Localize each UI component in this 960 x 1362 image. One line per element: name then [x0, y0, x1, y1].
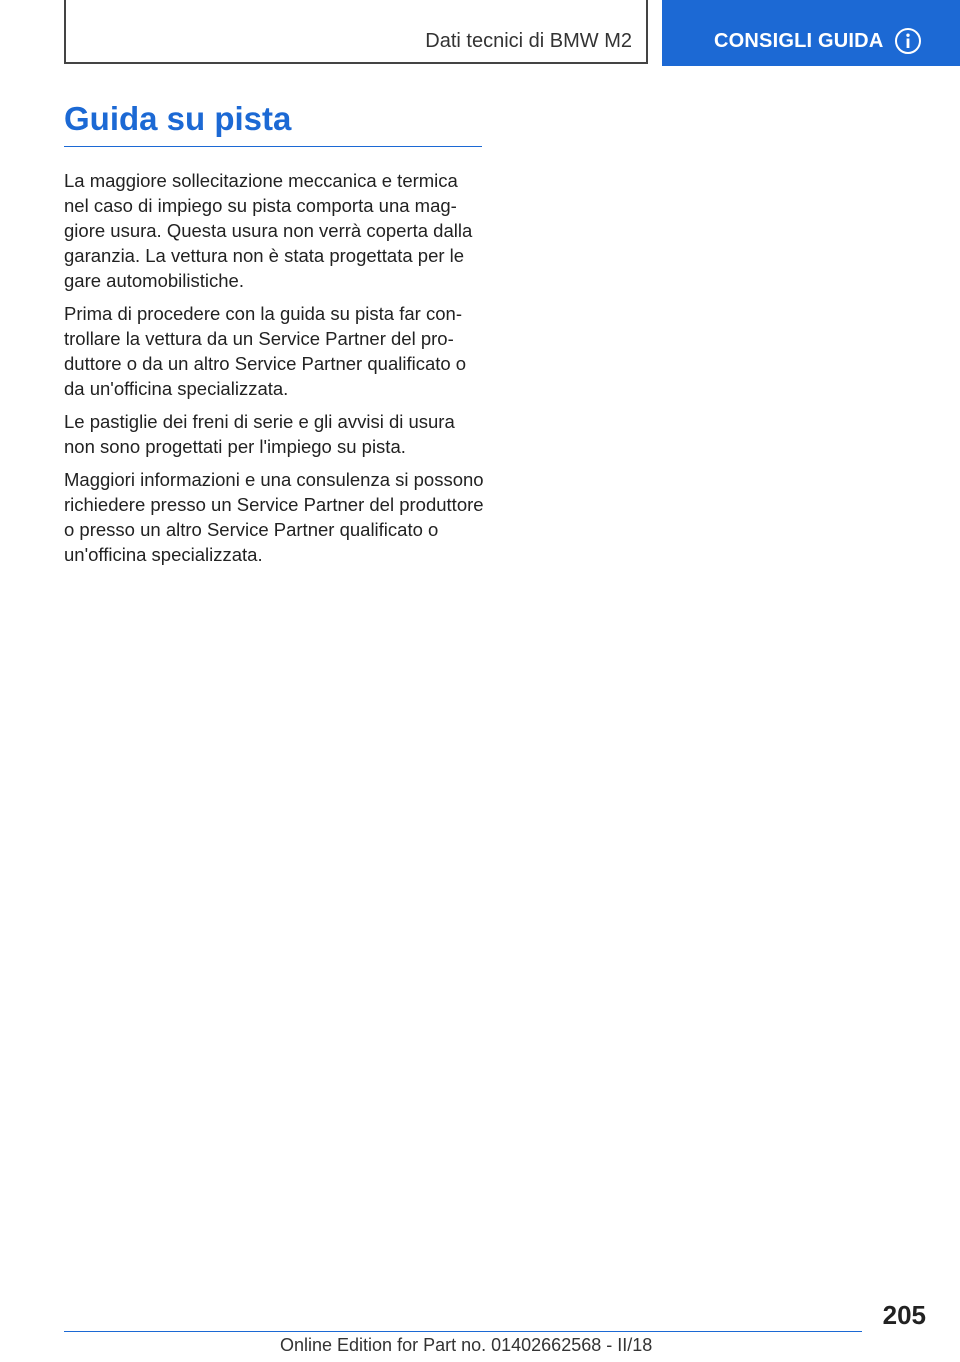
paragraph: Maggiori informazioni e una consulenza si possono richiedere presso un Service Partner del produttore o presso un altro Service Partner qualificato o un'officina specializzata.: [64, 469, 484, 565]
footer-divider: [64, 1331, 862, 1332]
header-chapter-tab[interactable]: [662, 0, 960, 66]
header-section-title[interactable]: Dati tecnici di BMW M2: [425, 30, 632, 52]
header-section-box: [64, 0, 648, 64]
paragraph: La maggiore sollecitazione meccanica e termica nel caso di impiego su pista comporta una maggiore usura. Questa usura non verrà coperta dalla garanzia. La vettura non è stata progettata per le gare automobilistiche.: [64, 170, 473, 291]
paragraph: Prima di procedere con la guida su pista far controllare la vettura da un Service Partner del produttore o da un altro Service Partner qualificato o da un'officina specializzata.: [64, 303, 467, 399]
info-icon[interactable]: [894, 27, 922, 55]
title-divider: [64, 146, 482, 147]
page-title: Guida su pista: [64, 100, 292, 137]
page-number: 205: [882, 1300, 926, 1330]
header-chapter-label: CONSIGLI GUIDA: [714, 30, 884, 52]
body-text: [64, 168, 484, 575]
footer-edition-text: Online Edition for Part no. 01402662568 - II/18: [280, 1335, 653, 1355]
paragraph: Le pastiglie dei freni di serie e gli avvisi di usura non sono progettati per l'impiego su pista.: [64, 411, 455, 457]
